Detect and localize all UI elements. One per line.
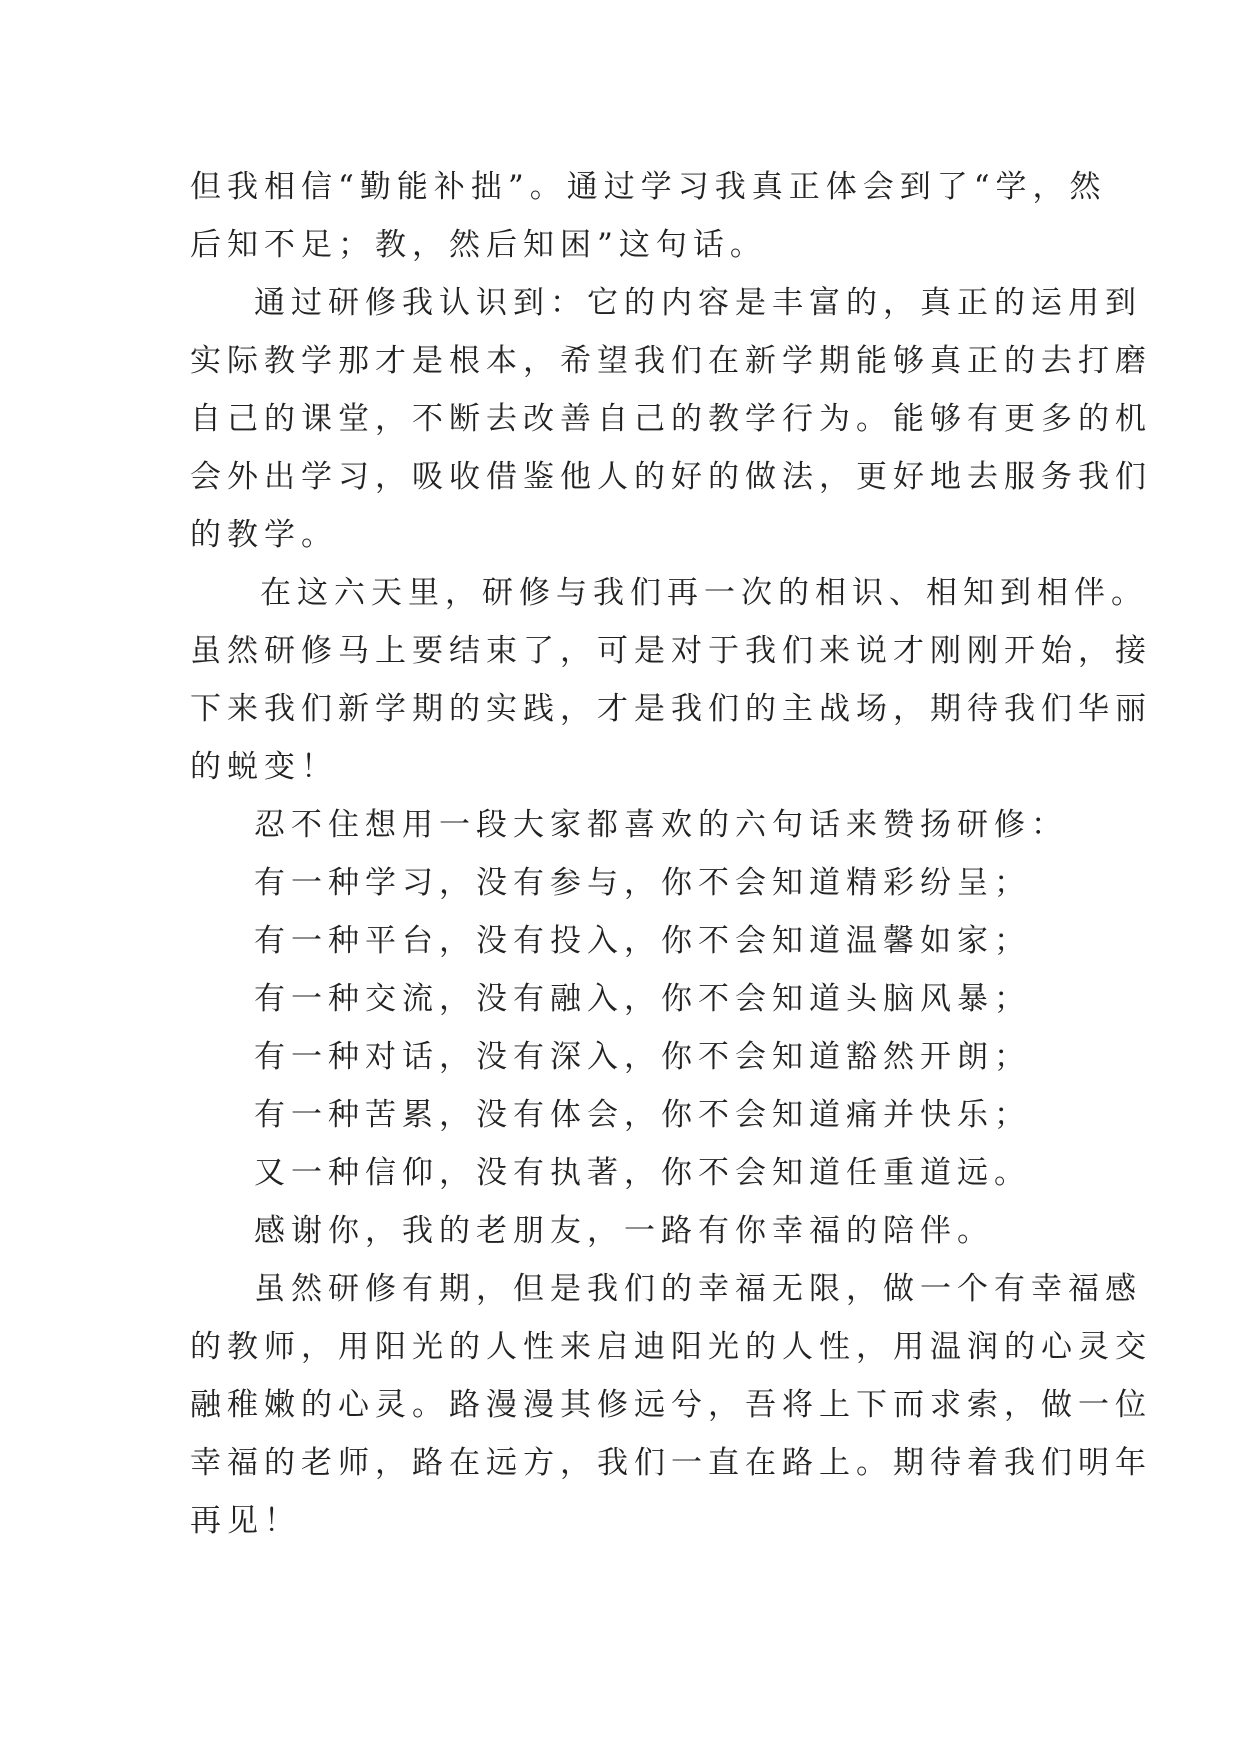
document-body bbox=[190, 158, 1152, 1550]
text-line: 的蜕变！ bbox=[190, 749, 338, 785]
paragraph-start-line: 虽然研修有期，但是我们的幸福无限，做一个有幸福感 bbox=[254, 1271, 1142, 1307]
text-line: 会外出学习，吸收借鉴他人的好的做法，更好地去服务我们 bbox=[190, 459, 1152, 495]
paragraph-start-line: 忍不住想用一段大家都喜欢的六句话来赞扬研修： bbox=[254, 807, 1068, 843]
verse-line: 有一种平台，没有投入，你不会知道温馨如家； bbox=[254, 923, 1031, 959]
paragraph-start-line: 感谢你，我的老朋友，一路有你幸福的陪伴。 bbox=[254, 1213, 994, 1249]
verse-line: 又一种信仰，没有执著，你不会知道任重道远。 bbox=[254, 1155, 1031, 1191]
verse-line: 有一种苦累，没有体会，你不会知道痛并快乐； bbox=[254, 1097, 1031, 1133]
text-line: 后知不足；教，然后知困”这句话。 bbox=[190, 227, 767, 263]
text-line: 融稚嫩的心灵。路漫漫其修远兮，吾将上下而求索，做一位 bbox=[190, 1387, 1152, 1423]
verse-line: 有一种学习，没有参与，你不会知道精彩纷呈； bbox=[254, 865, 1031, 901]
verse-line: 有一种对话，没有深入，你不会知道豁然开朗； bbox=[254, 1039, 1031, 1075]
text-line: 再见！ bbox=[190, 1503, 301, 1539]
text-line: 自己的课堂，不断去改善自己的教学行为。能够有更多的机 bbox=[190, 401, 1152, 437]
text-line: 下来我们新学期的实践，才是我们的主战场，期待我们华丽 bbox=[190, 691, 1152, 727]
paragraph-start-line: 通过研修我认识到：它的内容是丰富的，真正的运用到 bbox=[254, 285, 1142, 321]
text-line: 实际教学那才是根本，希望我们在新学期能够真正的去打磨 bbox=[190, 343, 1152, 379]
text-line: 幸福的老师，路在远方，我们一直在路上。期待着我们明年 bbox=[190, 1445, 1152, 1481]
text-line: 但我相信“勤能补拙”。通过学习我真正体会到了“学，然 bbox=[190, 169, 1107, 205]
text-line: 的教师，用阳光的人性来启迪阳光的人性，用温润的心灵交 bbox=[190, 1329, 1152, 1365]
verse-line: 有一种交流，没有融入，你不会知道头脑风暴； bbox=[254, 981, 1031, 1017]
text-line: 虽然研修马上要结束了，可是对于我们来说才刚刚开始，接 bbox=[190, 633, 1152, 669]
text-line: 的教学。 bbox=[190, 517, 338, 553]
paragraph-start-line: 在这六天里，研修与我们再一次的相识、相知到相伴。 bbox=[260, 575, 1148, 611]
